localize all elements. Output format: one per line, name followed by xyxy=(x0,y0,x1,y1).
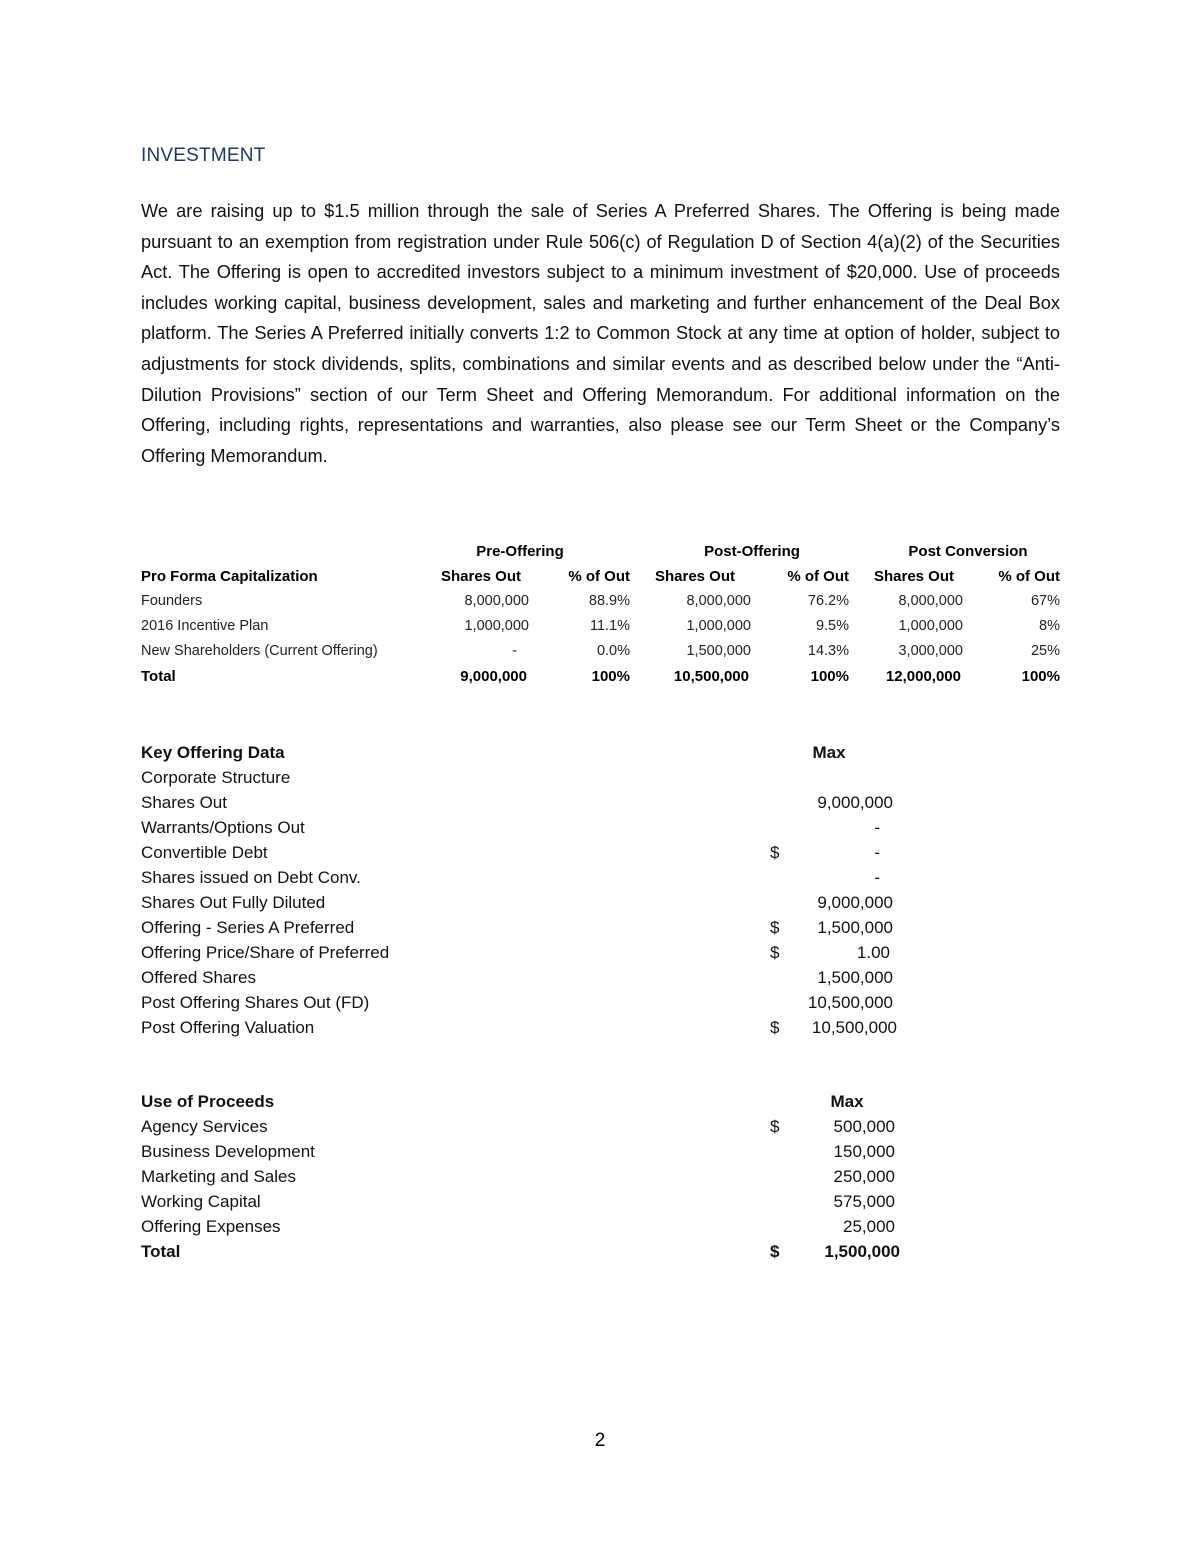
row-value: 500,000 xyxy=(833,1117,895,1136)
investment-paragraph: We are raising up to $1.5 million through the sale of Series A Preferred Shares. The Offering is being made pursuant to an exemption from registration under Rule 506(c) of Regulation D of Section 4(a)(2) of the Securities Act. The Offering is open to accredited investors subject to a minimum investment of $20,000. Use of proceeds includes working capital, business development, sales and marketing and further enhancement of the Deal Box platform. The Series A Preferred initially converts 1:2 to Common Stock at any time at option of holder, subject to adjustments for stock dividends, splits, combinations and similar events and as described below under the “Anti-Dilution Provisions” section of our Term Sheet and Offering Memorandum. For additional information on the Offering, including rights, representations and warranties, also please see our Term Sheet or the Company’s Offering Memorandum. xyxy=(141,201,1060,466)
cell-value: 14.3% xyxy=(807,643,849,659)
row-value: 150,000 xyxy=(833,1142,895,1161)
cell-value: 1,000,000 xyxy=(898,618,963,634)
row-value: - xyxy=(874,818,880,837)
cell-value: 1,000,000 xyxy=(686,618,751,634)
column-header: Shares Out xyxy=(873,568,955,585)
list-item xyxy=(141,993,941,1018)
group-header-post-offering: Post-Offering xyxy=(704,543,800,560)
cell-value: 76.2% xyxy=(807,593,849,609)
cell-value: 100% xyxy=(591,668,630,685)
table-total-row xyxy=(141,1242,941,1267)
list-item xyxy=(141,893,941,918)
max-header: Max xyxy=(830,1092,864,1111)
list-item xyxy=(141,818,941,843)
cell-value: - xyxy=(512,643,517,659)
row-value: 1,500,000 xyxy=(817,968,893,987)
row-label: Corporate Structure xyxy=(141,768,291,787)
row-label: Offering Expenses xyxy=(141,1217,281,1236)
row-label: Convertible Debt xyxy=(141,843,268,862)
list-item xyxy=(141,968,941,993)
group-header-post-conversion: Post Conversion xyxy=(908,543,1028,560)
cell-value: 9.5% xyxy=(815,618,849,634)
row-label: Total xyxy=(141,668,176,685)
column-header: % of Out xyxy=(998,568,1060,585)
cell-value: 100% xyxy=(810,668,849,685)
cap-column-header-row xyxy=(141,568,1060,593)
row-label: Founders xyxy=(141,593,203,609)
currency-symbol: $ xyxy=(770,1018,780,1037)
cell-value: 25% xyxy=(1030,643,1060,659)
cell-value: 1,500,000 xyxy=(686,643,751,659)
row-value: 575,000 xyxy=(833,1192,895,1211)
row-label: New Shareholders (Current Offering) xyxy=(141,643,378,659)
column-header: Shares Out xyxy=(654,568,736,585)
cell-value: 8,000,000 xyxy=(686,593,751,609)
list-item xyxy=(141,1167,941,1192)
table-row xyxy=(141,618,1060,643)
cap-table-title: Pro Forma Capitalization xyxy=(141,568,318,585)
row-value: 10,500,000 xyxy=(807,993,893,1012)
table-row xyxy=(141,643,1060,668)
row-label: Offering - Series A Preferred xyxy=(141,918,355,937)
key-offering-header-row xyxy=(141,743,941,768)
cell-value: 10,500,000 xyxy=(673,668,749,685)
row-value: - xyxy=(874,868,880,887)
row-value: - xyxy=(874,843,880,862)
row-label: Total xyxy=(141,1242,181,1261)
group-header-pre-offering: Pre-Offering xyxy=(476,543,564,560)
cell-value: 0.0% xyxy=(596,643,630,659)
cell-value: 100% xyxy=(1021,668,1060,685)
cell-value: 8,000,000 xyxy=(464,593,529,609)
currency-symbol: $ xyxy=(770,1117,780,1136)
currency-symbol: $ xyxy=(770,918,780,937)
row-value: 25,000 xyxy=(843,1217,895,1236)
row-label: Post Offering Valuation xyxy=(141,1018,315,1037)
row-label: Offered Shares xyxy=(141,968,256,987)
row-value: 9,000,000 xyxy=(817,893,893,912)
list-item xyxy=(141,868,941,893)
list-item xyxy=(141,1142,941,1167)
currency-symbol: $ xyxy=(770,943,780,962)
list-item xyxy=(141,1018,941,1043)
row-label: Offering Price/Share of Preferred xyxy=(141,943,390,962)
row-label: Working Capital xyxy=(141,1192,261,1211)
row-label: 2016 Incentive Plan xyxy=(141,618,269,634)
column-header: % of Out xyxy=(568,568,630,585)
row-value: 1.00 xyxy=(856,943,890,962)
list-item xyxy=(141,1217,941,1242)
cap-group-header-row xyxy=(141,543,1060,568)
list-item xyxy=(141,793,941,818)
row-label: Shares issued on Debt Conv. xyxy=(141,868,361,887)
list-item xyxy=(141,1117,941,1142)
cell-value: 1,000,000 xyxy=(464,618,529,634)
row-label: Shares Out Fully Diluted xyxy=(141,893,326,912)
row-label: Agency Services xyxy=(141,1117,268,1136)
row-label: Marketing and Sales xyxy=(141,1167,296,1186)
column-header: % of Out xyxy=(787,568,849,585)
cell-value: 88.9% xyxy=(588,593,630,609)
list-item xyxy=(141,918,941,943)
key-offering-title: Key Offering Data xyxy=(141,743,285,762)
list-item xyxy=(141,768,941,793)
row-label: Business Development xyxy=(141,1142,315,1161)
row-label: Shares Out xyxy=(141,793,227,812)
cell-value: 12,000,000 xyxy=(885,668,961,685)
table-total-row xyxy=(141,668,1060,693)
cell-value: 8,000,000 xyxy=(898,593,963,609)
row-label: Post Offering Shares Out (FD) xyxy=(141,993,370,1012)
list-item xyxy=(141,1192,941,1217)
cell-value: 3,000,000 xyxy=(898,643,963,659)
list-item xyxy=(141,943,941,968)
use-of-proceeds-header-row xyxy=(141,1092,941,1117)
row-value: 1,500,000 xyxy=(817,918,893,937)
section-title: INVESTMENT xyxy=(141,145,266,166)
list-item xyxy=(141,843,941,868)
row-label: Warrants/Options Out xyxy=(141,818,305,837)
currency-symbol: $ xyxy=(770,1242,780,1261)
max-header: Max xyxy=(812,743,846,762)
cell-value: 8% xyxy=(1039,618,1060,634)
cell-value: 11.1% xyxy=(589,618,630,634)
row-value: 10,500,000 xyxy=(811,1018,897,1037)
page-number: 2 xyxy=(594,1430,606,1451)
row-value: 1,500,000 xyxy=(824,1242,900,1261)
cell-value: 67% xyxy=(1030,593,1060,609)
column-header: Shares Out xyxy=(440,568,522,585)
table-row xyxy=(141,593,1060,618)
currency-symbol: $ xyxy=(770,843,780,862)
use-of-proceeds-title: Use of Proceeds xyxy=(141,1092,275,1111)
row-value: 250,000 xyxy=(833,1167,895,1186)
cell-value: 9,000,000 xyxy=(460,668,527,685)
row-value: 9,000,000 xyxy=(817,793,893,812)
